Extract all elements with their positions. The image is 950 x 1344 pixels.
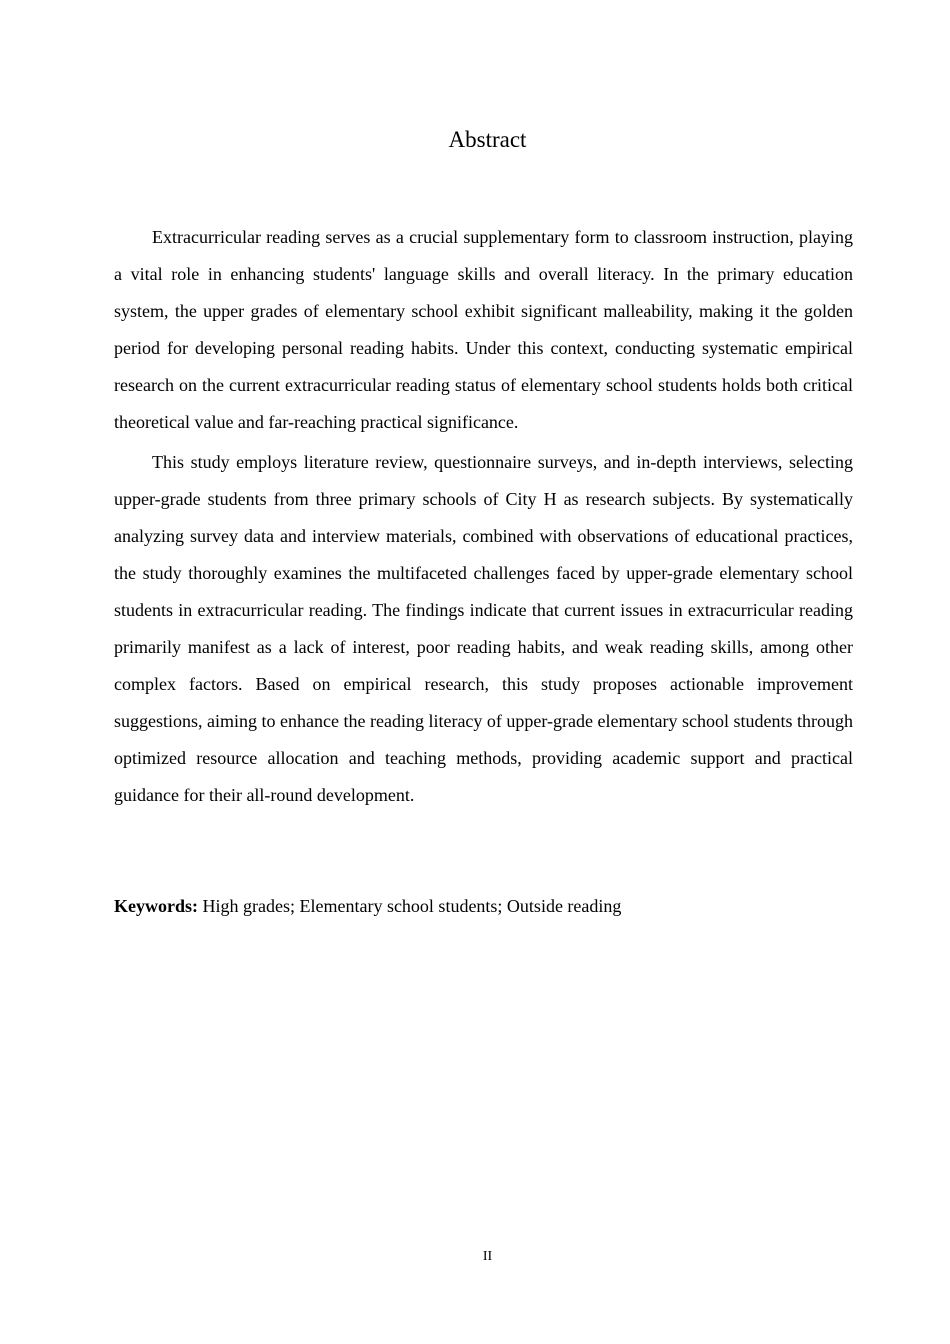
abstract-paragraph-1: Extracurricular reading serves as a crucial supplementary form to classroom instruction, playing a vital role in enhancing students' language skills and overall literacy. In the primary education system, the upper grades of elementary school exhibit significant malleability, making it the golden period for developing personal reading habits. Under this context, conducting systematic empirical research on the current extracurricular reading status of elementary school students holds both critical theoretical value and far-reaching practical significance. <box>114 227 853 432</box>
page-title: Abstract <box>448 127 527 152</box>
keywords-text: High grades; Elementary school students; Outside reading <box>198 896 622 916</box>
keywords-label: Keywords: <box>114 896 198 916</box>
page-number: II <box>482 1249 493 1264</box>
abstract-paragraph-2: This study employs literature review, questionnaire surveys, and in-depth interviews, selecting upper-grade students from three primary schools of City H as research subjects. By systematically analyzing survey data and interview materials, combined with observations of educational practices, the study thoroughly examines the multifaceted challenges faced by upper-grade elementary school students in extracurricular reading. The findings indicate that current issues in extracurricular reading primarily manifest as a lack of interest, poor reading habits, and weak reading skills, among other complex factors. Based on empirical research, this study proposes actionable improvement suggestions, aiming to enhance the reading literacy of upper-grade elementary school students through optimized resource allocation and teaching methods, providing academic support and practical guidance for their all-round development. <box>114 452 853 805</box>
abstract-body <box>114 219 853 817</box>
keywords-line <box>114 893 853 919</box>
